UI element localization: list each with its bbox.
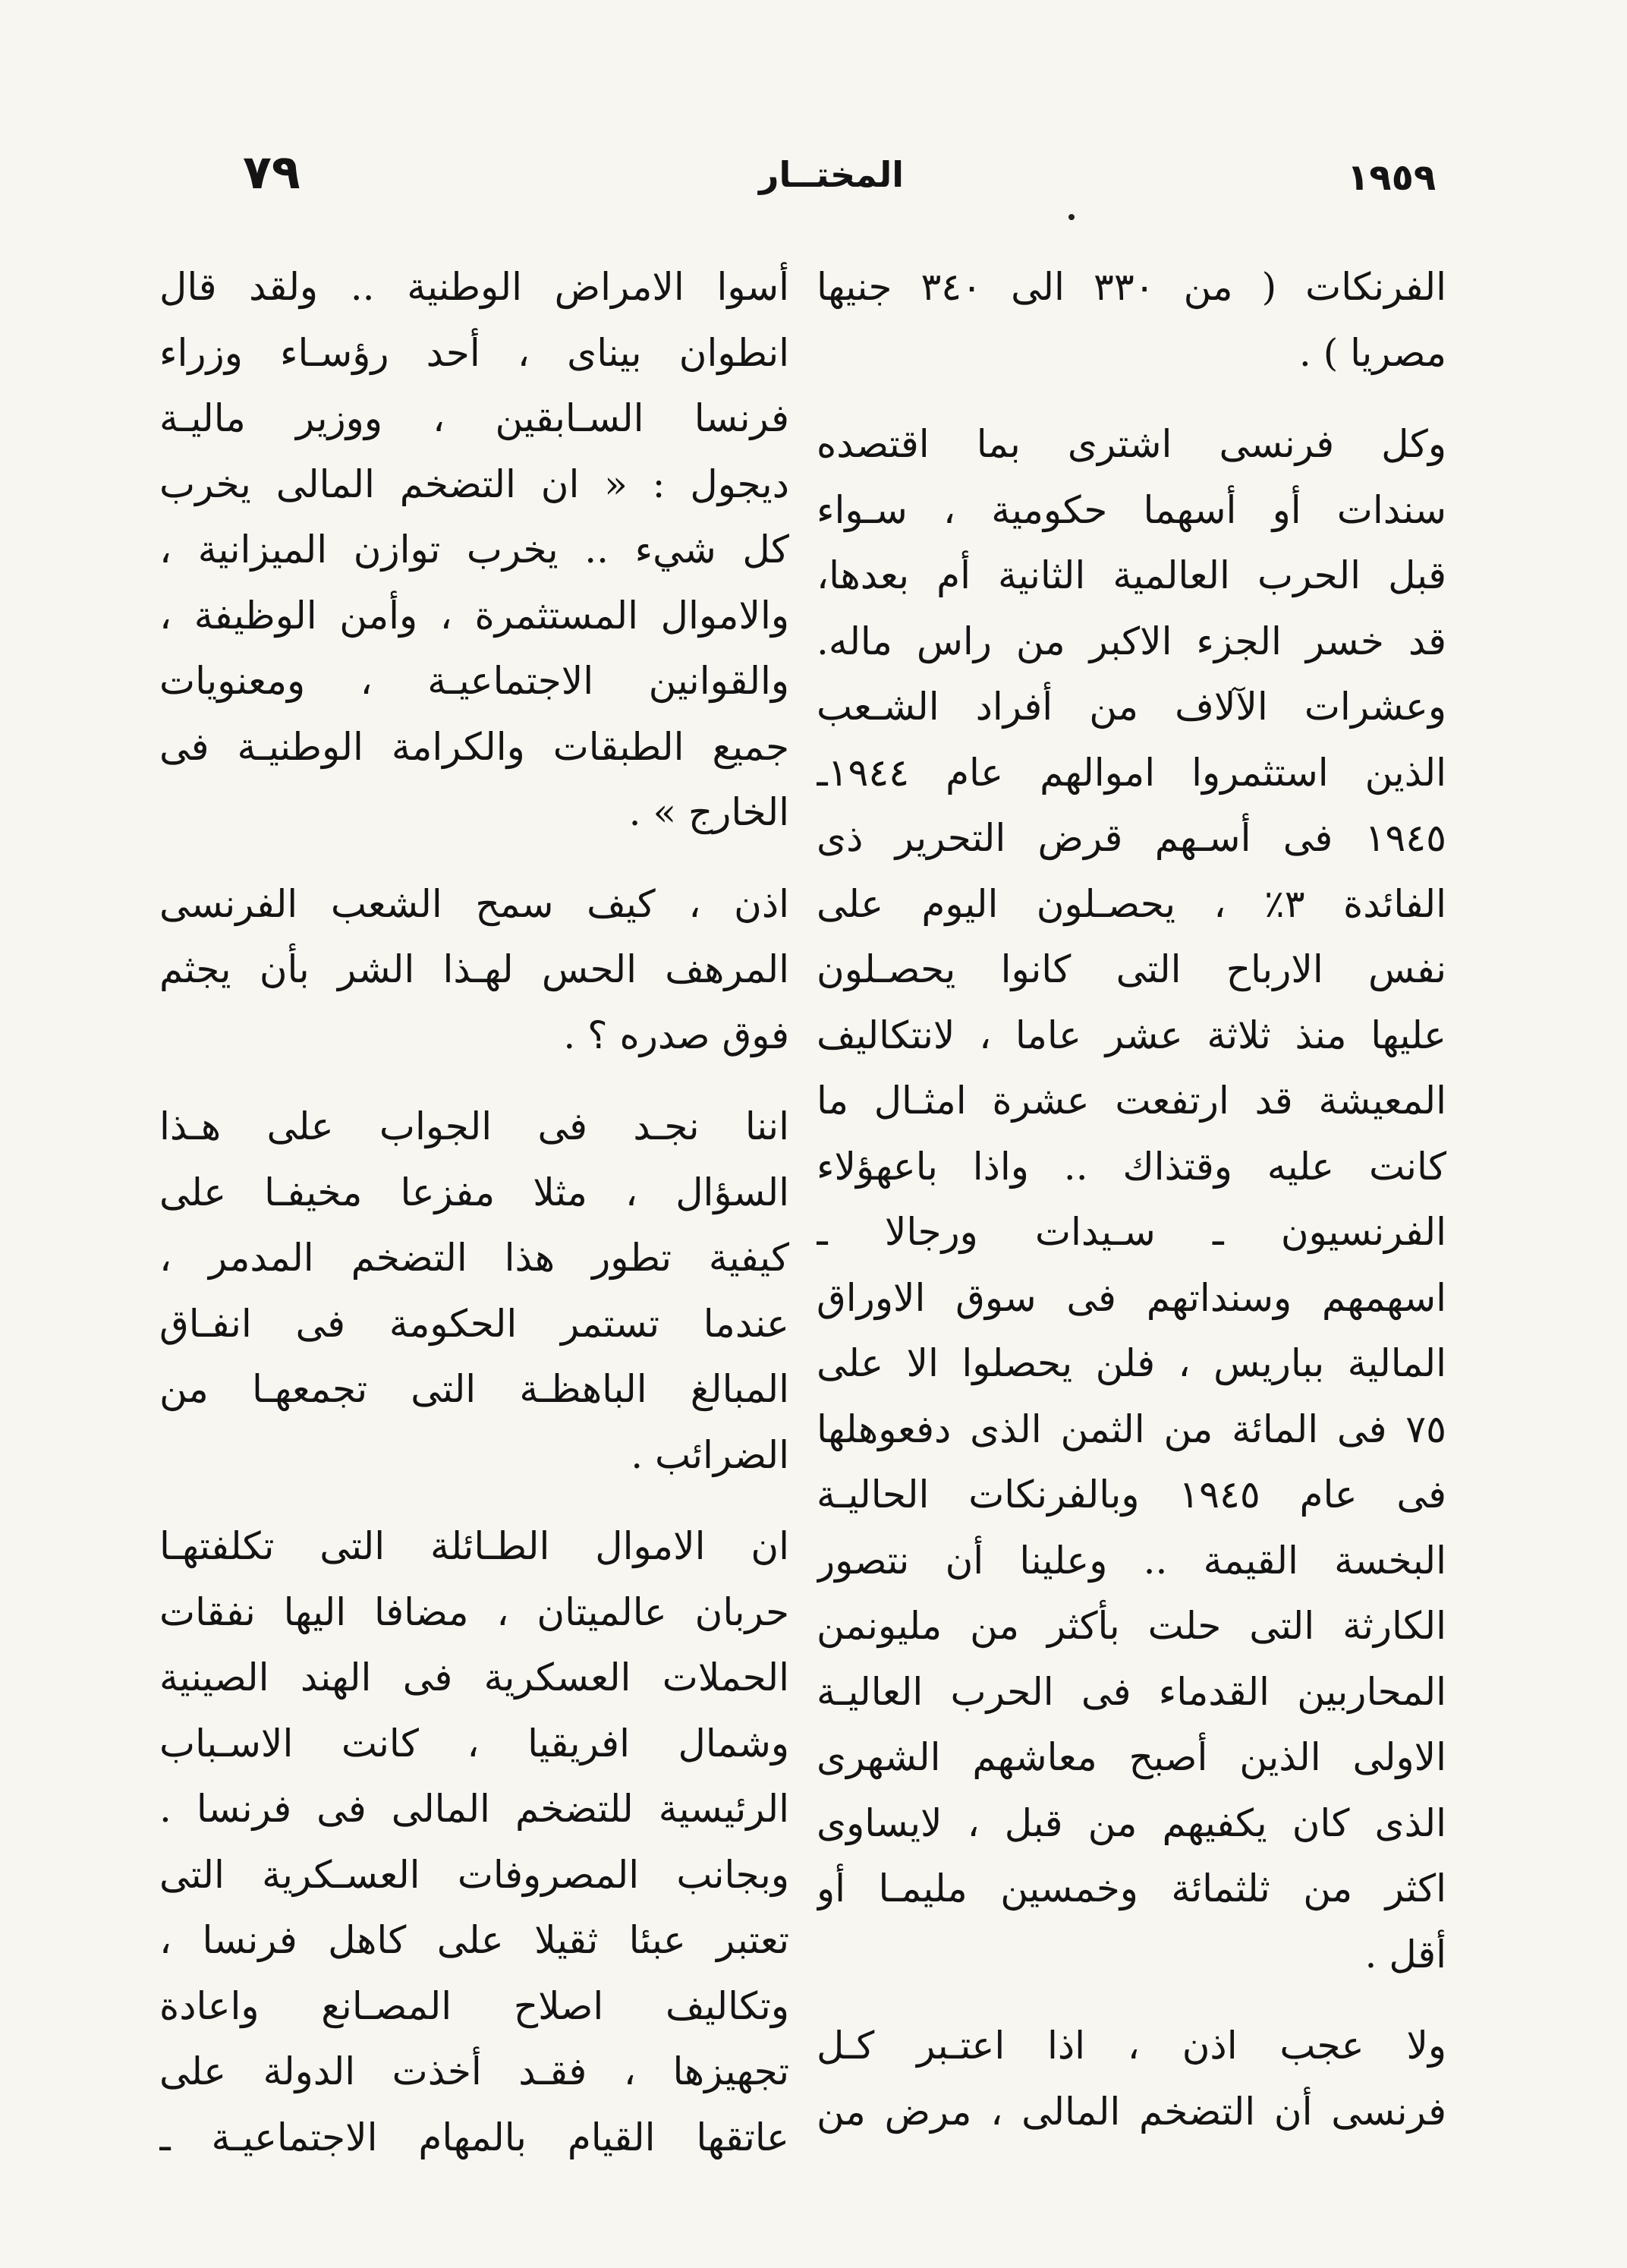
text-line: ١٩٤٥ فى أسـهم قرض التحرير ذى — [817, 816, 1446, 860]
publication-year: ١٩٥٩ — [1347, 156, 1437, 199]
text-line: وعشرات الآلاف من أفراد الشـعب — [817, 685, 1446, 729]
text-line: جميع الطبقات والكرامة الوطنيـة فى — [159, 724, 789, 769]
text-line: قد خسر الجزء الاكبر من راس ماله. — [817, 619, 1446, 663]
text-line: الذين استثمروا اموالهم عام ١٩٤٤ـ — [817, 750, 1446, 795]
text-line: وشمال افريقيا ، كانت الاسـباب — [159, 1721, 789, 1766]
text-line: وتكاليف اصلاح المصـانع واعادة — [159, 1983, 789, 2028]
text-line: المعيشة قد ارتفعت عشرة امثـال ما — [817, 1079, 1446, 1123]
magazine-title: المختــار — [759, 154, 905, 195]
text-line: فوق صدره ؟ . — [563, 1013, 789, 1057]
text-line: حربان عالميتان ، مضافا اليها نفقات — [159, 1589, 789, 1634]
text-line: البخسة القيمة .. وعلينا أن نتصور — [817, 1538, 1446, 1583]
text-line: عليها منذ ثلاثة عشر عاما ، لانتكاليف — [817, 1013, 1446, 1057]
text-line: عاتقها القيام بالمهام الاجتماعيـة ـ — [159, 2115, 789, 2159]
text-line: الضرائب . — [631, 1432, 789, 1477]
text-line: فرنسا السـابقين ، ووزير ماليـة — [159, 396, 789, 440]
text-line: السؤال ، مثلا مفزعا مخيفـا على — [159, 1170, 789, 1214]
text-line: اننا نجـد فى الجواب على هـذا — [159, 1104, 789, 1148]
text-line: المحاربين القدماء فى الحرب العاليـة — [817, 1669, 1446, 1714]
text-line: ان الاموال الطـائلة التى تكلفتهـا — [159, 1524, 789, 1568]
text-line: الفائدة ٣٪ ، يحصـلون اليوم على — [817, 881, 1446, 926]
text-line: عندما تستمر الحكومة فى انفـاق — [159, 1301, 789, 1346]
text-line: كل شيء .. يخرب توازن الميزانية ، — [159, 528, 789, 572]
text-line: اذن ، كيف سمح الشعب الفرنسى — [159, 881, 789, 926]
text-line: ٧٥ فى المائة من الثمن الذى دفعوهلها — [817, 1406, 1446, 1451]
text-line: والاموال المستثمرة ، وأمن الوظيفة ، — [159, 593, 789, 638]
text-line: المرهف الحس لهـذا الشر بأن يجثم — [159, 947, 789, 991]
paragraph — [817, 254, 1446, 386]
text-line: المالية بباريس ، فلن يحصلوا الا على — [817, 1341, 1446, 1385]
text-line: الاولى الذين أصبح معاشهم الشهرى — [817, 1735, 1446, 1779]
text-line: أسوا الامراض الوطنية .. ولقد قال — [159, 265, 789, 309]
text-line: مصريا ) . — [1298, 330, 1446, 375]
paragraph — [159, 1514, 789, 2170]
ink-dot — [1068, 214, 1075, 220]
paragraph — [817, 2013, 1446, 2144]
page-number: ٧٩ — [243, 144, 301, 200]
paragraph — [159, 254, 789, 846]
text-line: كيفية تطور هذا التضخم المدمر ، — [159, 1236, 789, 1280]
text-line: تعتبر عبئا ثقيلا على كاهل فرنسا ، — [159, 1918, 789, 1962]
text-line: وبجانب المصروفات العسـكرية التى — [159, 1852, 789, 1897]
text-line: فى عام ١٩٤٥ وبالفرنكات الحاليـة — [817, 1473, 1446, 1517]
text-line: المبالغ الباهظـة التى تجمعهـا من — [159, 1367, 789, 1411]
text-line: وكل فرنسى اشترى بما اقتصده — [817, 422, 1446, 466]
text-line: كانت عليه وقتذاك .. واذا باعهؤلاء — [817, 1144, 1446, 1189]
text-line: ديجول : « ان التضخم المالى يخرب — [159, 461, 789, 506]
text-line: الرئيسية للتضخم المالى فى فرنسا . — [159, 1787, 789, 1831]
text-line: أقل . — [1364, 1932, 1446, 1977]
text-line: الحملات العسكرية فى الهند الصينية — [159, 1655, 789, 1699]
text-line: والقوانين الاجتماعيـة ، ومعنويات — [159, 659, 789, 703]
paragraph — [817, 411, 1446, 1987]
text-line: اكثر من ثلثمائة وخمسين مليمـا أو — [817, 1866, 1446, 1910]
left-column — [159, 254, 789, 2170]
text-line: الذى كان يكفيهم من قبل ، لايساوى — [817, 1800, 1446, 1845]
right-column — [817, 254, 1446, 2144]
text-line: الفرنسيون ـ سـيدات ورجالا ـ — [817, 1210, 1446, 1254]
text-line: اسهمهم وسنداتهم فى سوق الاوراق — [817, 1275, 1446, 1320]
text-line: سندات أو أسهما حكومية ، سـواء — [817, 487, 1446, 532]
text-line: فرنسى أن التضخم المالى ، مرض من — [817, 2089, 1446, 2134]
text-line: ولا عجب اذن ، اذا اعتـبر كـل — [817, 2024, 1446, 2068]
paragraph — [159, 871, 789, 1069]
text-line: الفرنكات ( من ٣٣٠ الى ٣٤٠ جنيها — [817, 265, 1446, 309]
text-line: انطوان بيناى ، أحد رؤسـاء وزراء — [159, 330, 789, 375]
text-line: الخارج » . — [628, 790, 789, 834]
text-line: الكارثة التى حلت بأكثر من مليونمن — [817, 1604, 1446, 1648]
text-line: نفس الارباح التى كانوا يحصـلون — [817, 947, 1446, 991]
text-line: تجهيزها ، فقـد أخذت الدولة على — [159, 2049, 789, 2093]
text-line: قبل الحرب العالمية الثانية أم بعدها، — [817, 553, 1446, 597]
paragraph — [159, 1094, 789, 1488]
